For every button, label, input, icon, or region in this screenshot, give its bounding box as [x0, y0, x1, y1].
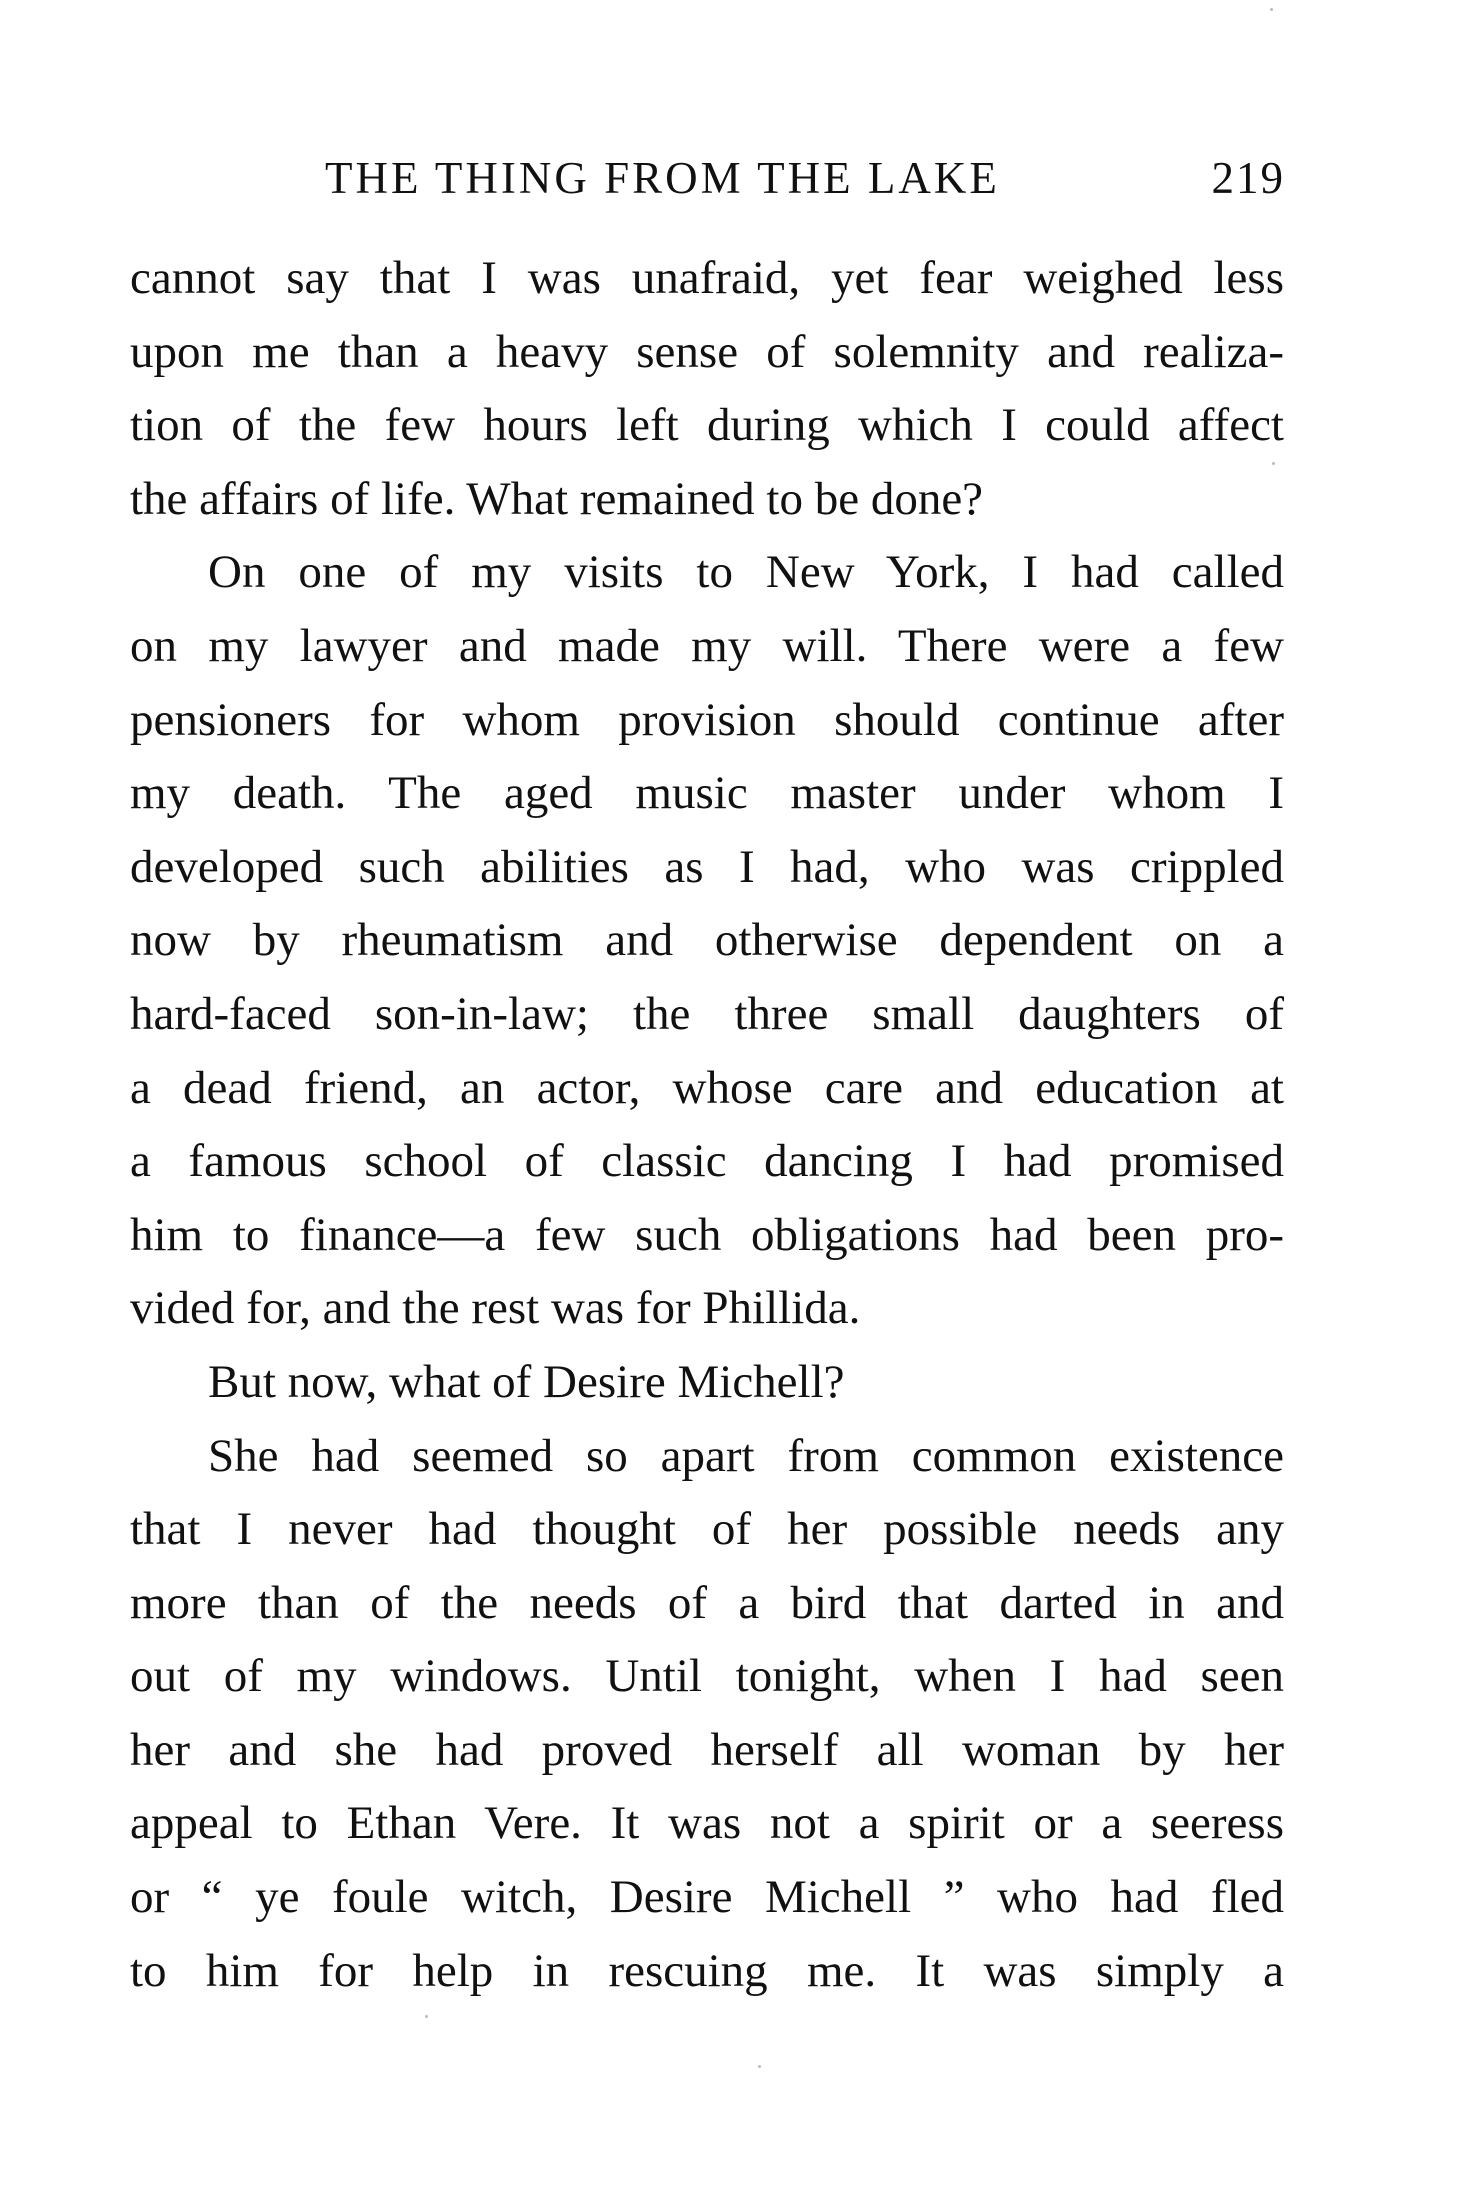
paper-speck	[758, 2065, 761, 2068]
text-line: developed such abilities as I had, who was crippled	[130, 840, 1284, 893]
text-line: tion of the few hours left during which I could affect	[130, 399, 1284, 452]
paragraph-end-line: the affairs of life. What remained to be done?	[130, 472, 984, 525]
text-line: him to finance—a few such obligations had been pro-	[130, 1208, 1284, 1261]
page-number: 219	[1211, 153, 1285, 203]
text-line: my death. The aged music master under whom I	[130, 767, 1284, 820]
text-line: hard-faced son-in-law; the three small daughters of	[130, 987, 1284, 1040]
text-line: a dead friend, an actor, whose care and education at	[130, 1061, 1284, 1114]
paragraph-start-line: On one of my visits to New York, I had called	[208, 546, 1284, 599]
text-line: a famous school of classic dancing I had promised	[130, 1135, 1284, 1188]
text-line: or “ ye foule witch, Desire Michell ” who had fled	[130, 1871, 1284, 1924]
text-line: cannot say that I was unafraid, yet fear weighed less	[130, 252, 1284, 304]
text-line: out of my windows. Until tonight, when I had seen	[130, 1650, 1284, 1703]
text-line: upon me than a heavy sense of solemnity and realiza-	[130, 325, 1284, 378]
text-line: pensioners for whom provision should continue after	[130, 693, 1284, 746]
paper-speck	[1272, 462, 1275, 465]
text-line: on my lawyer and made my will. There were a few	[130, 619, 1284, 672]
body-text	[130, 242, 1284, 2008]
paragraph-start-line: She had seemed so apart from common existence	[208, 1429, 1284, 1482]
text-line: appeal to Ethan Vere. It was not a spirit or a seeress	[130, 1797, 1284, 1850]
paper-speck	[1270, 8, 1273, 11]
text-line: to him for help in rescuing me. It was simply a	[130, 1944, 1284, 1997]
paper-speck	[425, 2015, 428, 2018]
paragraph-end-line: vided for, and the rest was for Phillida.	[130, 1282, 861, 1335]
text-line: now by rheumatism and otherwise dependent on a	[130, 914, 1284, 967]
paragraph-line: But now, what of Desire Michell?	[208, 1355, 845, 1408]
text-line: that I never had thought of her possible needs any	[130, 1503, 1284, 1556]
running-head	[325, 148, 1285, 208]
text-line: her and she had proved herself all woman by her	[130, 1723, 1284, 1776]
text-line: more than of the needs of a bird that darted in and	[130, 1576, 1284, 1629]
running-title: THE THING FROM THE LAKE	[325, 153, 1000, 203]
